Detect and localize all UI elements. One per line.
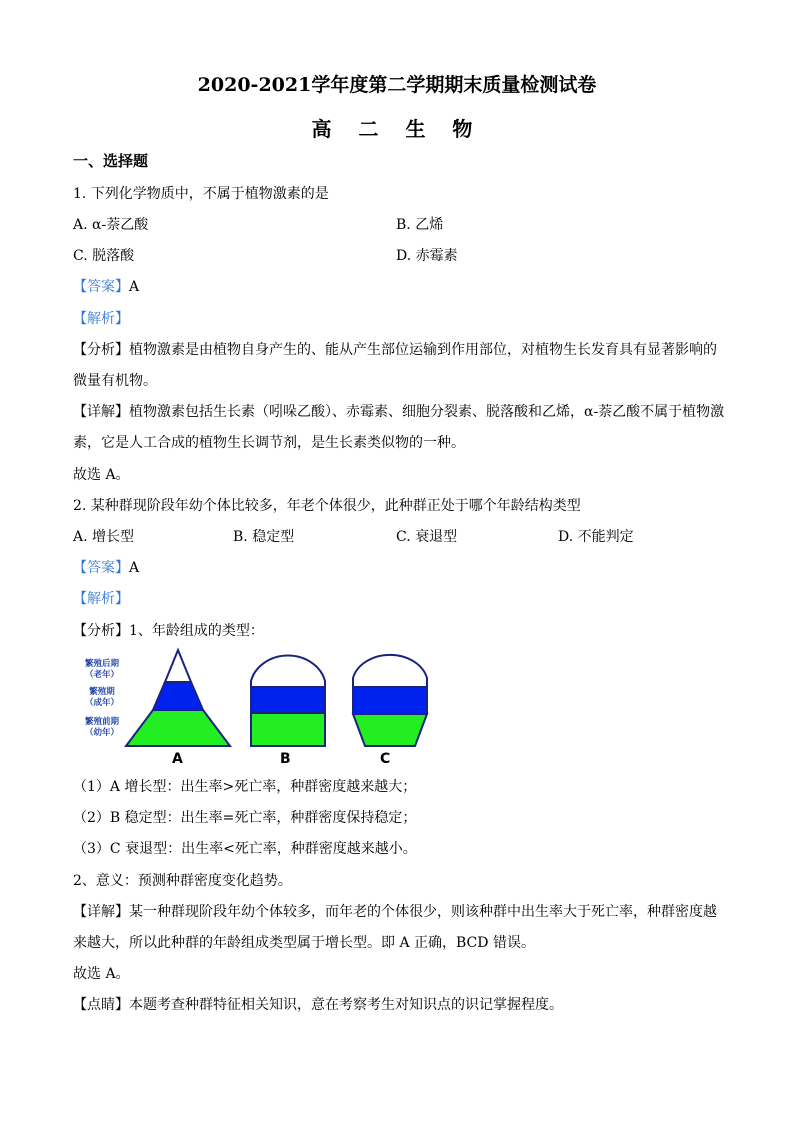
q2-type-3: （3）C 衰退型：出生率<死亡率，种群密度越来越小。	[73, 841, 417, 857]
q2-xiangjie-2: 来越大，所以此种群的年龄组成类型属于增长型。即 A 正确，BCD 错误。	[73, 935, 535, 951]
answer-value: A	[129, 279, 140, 295]
q1-option-b: B. 乙烯	[396, 217, 444, 233]
q1-stem: 1. 下列化学物质中，不属于植物激素的是	[73, 186, 329, 202]
q2-type-2: （2）B 稳定型：出生率=死亡率，种群密度保持稳定；	[73, 810, 417, 826]
q2-type-1: （1）A 增长型：出生率>死亡率，种群密度越来越大；	[73, 779, 417, 795]
document-subtitle: 高 二 生 物	[311, 117, 483, 141]
q2-option-b: B. 稳定型	[233, 529, 295, 545]
section-heading: 一、选择题	[73, 152, 149, 170]
pyramid-a	[126, 650, 230, 746]
answer-tag: 【答案】	[73, 279, 129, 295]
diagram-letter-c: C	[380, 751, 391, 767]
q2-option-a: A. 增长型	[73, 529, 135, 545]
q1-analysis-tag: 【解析】	[73, 311, 129, 327]
age-structure-diagram	[72, 645, 452, 770]
q1-conclusion: 故选 A。	[73, 467, 130, 483]
q2-stem: 2. 某种群现阶段年幼个体比较多，年老个体很少，此种群正处于哪个年龄结构类型	[73, 498, 581, 514]
q2-option-c: C. 衰退型	[396, 529, 458, 545]
fenxi-tag: 【分析】	[73, 623, 129, 639]
pyramid-c	[353, 655, 427, 746]
q2-analysis-tag: 【解析】	[73, 591, 129, 607]
answer-tag: 【答案】	[73, 560, 129, 576]
q2-xiangjie-1: 【详解】某一种群现阶段年幼个体较多，而年老的个体很少，则该种群中出生率大于死亡率，种群密度越	[73, 904, 717, 920]
q2-meaning: 2、意义：预测种群密度变化趋势。	[73, 873, 292, 889]
age-pyramids	[72, 645, 452, 770]
label-post-reproductive: 繁殖后期 （老年）	[84, 659, 119, 680]
pyramid-b	[251, 656, 325, 746]
diagram-letter-a: A	[172, 751, 183, 767]
q1-fenxi-2: 微量有机物。	[73, 373, 157, 389]
q2-option-d: D. 不能判定	[558, 529, 634, 545]
answer-value: A	[129, 560, 140, 576]
xiangjie-tag: 【详解】	[73, 904, 129, 920]
q2-conclusion: 故选 A。	[73, 966, 130, 982]
xiangjie-tag: 【详解】	[73, 404, 129, 420]
q1-answer	[73, 276, 139, 296]
q1-option-a: A. α-萘乙酸	[73, 217, 149, 233]
dianjing-tag: 【点睛】	[73, 997, 129, 1013]
q1-fenxi-1: 【分析】植物激素是由植物自身产生的、能从产生部位运输到作用部位，对植物生长发育具有显著影响的	[73, 342, 717, 358]
q1-option-d: D. 赤霉素	[396, 248, 458, 264]
diagram-letter-b: B	[280, 751, 291, 767]
fenxi-tag: 【分析】	[73, 342, 129, 358]
q1-xiangjie-1: 【详解】植物激素包括生长素（吲哚乙酸）、赤霉素、细胞分裂素、脱落酸和乙烯，α-萘乙酸不属于植物激	[73, 404, 725, 420]
q2-dianjing: 【点睛】本题考查种群特征相关知识，意在考察考生对知识点的识记掌握程度。	[73, 997, 563, 1013]
label-reproductive: 繁殖期 （成年）	[84, 687, 119, 708]
q1-option-c: C. 脱落酸	[73, 248, 135, 264]
q1-xiangjie-2: 素，它是人工合成的植物生长调节剂，是生长素类似物的一种。	[73, 435, 465, 451]
document-title: 2020-2021学年度第二学期期末质量检测试卷	[197, 74, 597, 96]
q2-answer	[73, 557, 139, 577]
label-pre-reproductive: 繁殖前期 （幼年）	[84, 717, 119, 738]
q2-fenxi-1: 【分析】1、年龄组成的类型：	[73, 623, 264, 639]
